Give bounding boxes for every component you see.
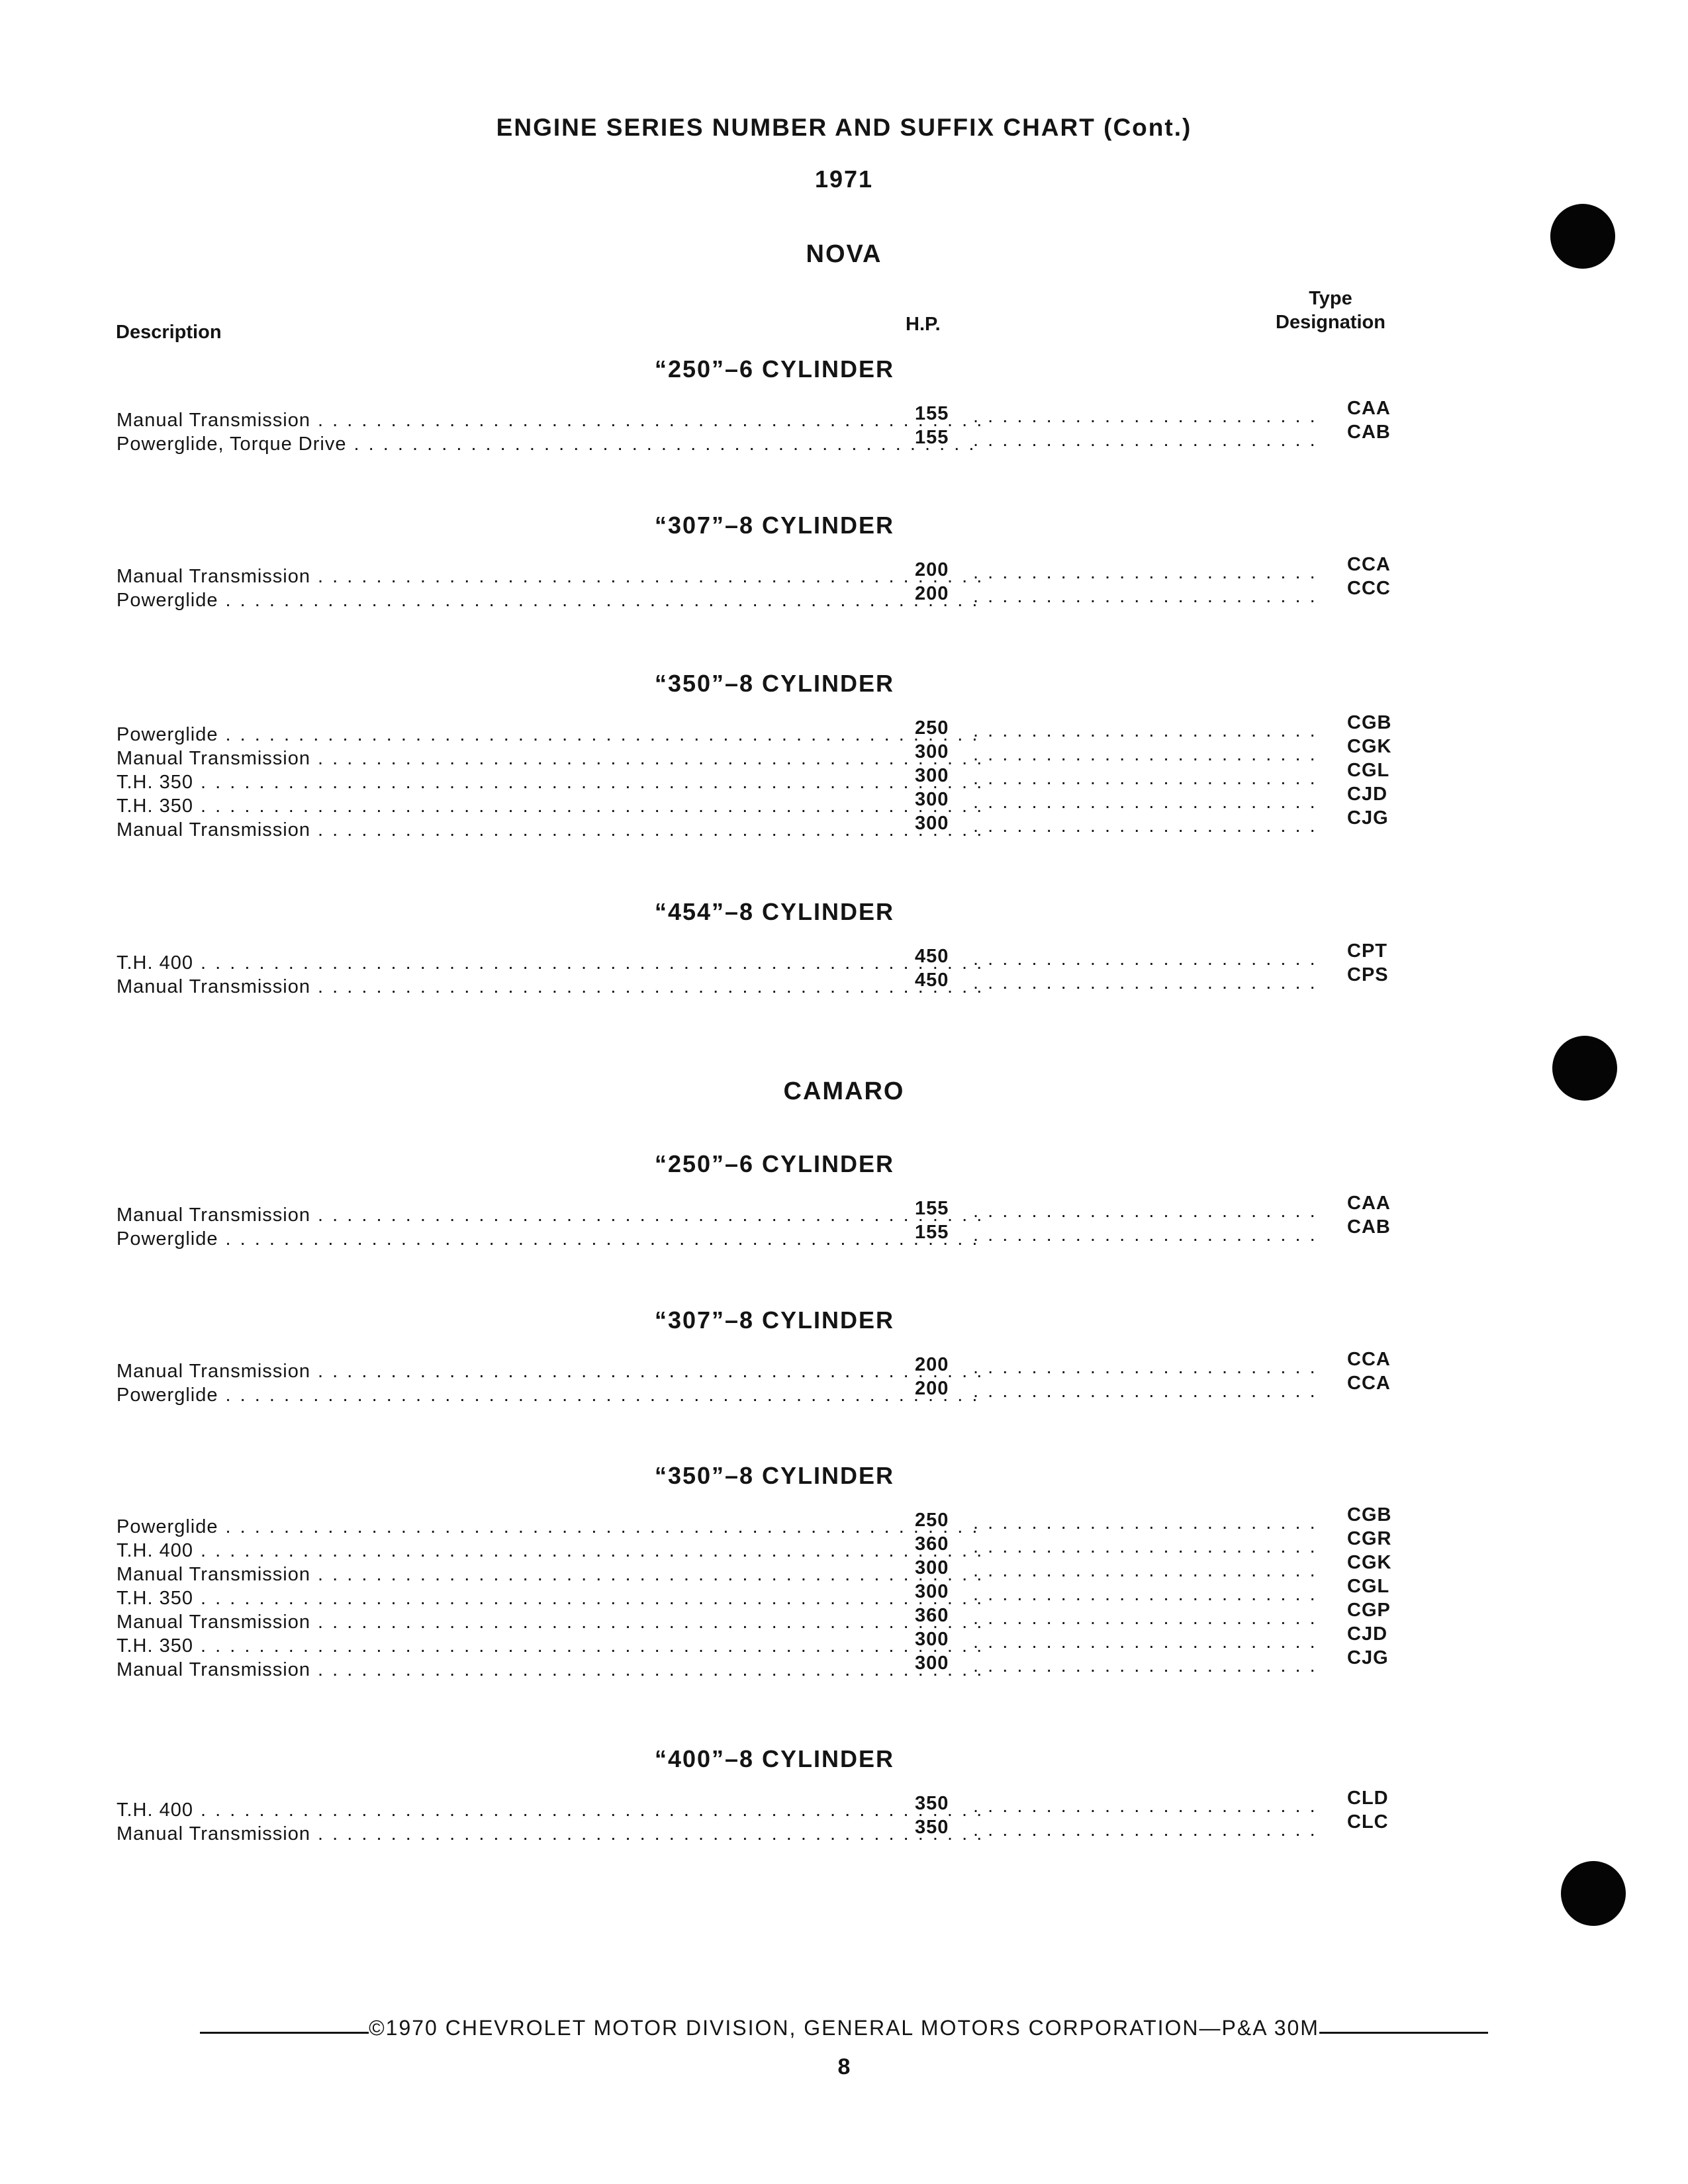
row-type-code: CLD <box>1347 1788 1389 1809</box>
row-type-code: CGL <box>1347 1576 1390 1597</box>
row-type-code: CGK <box>1347 736 1392 757</box>
row-type-code: CAB <box>1347 422 1391 443</box>
section-rows <box>113 1788 1436 1844</box>
row-description: Manual Transmission . . . <box>117 1203 984 1227</box>
row-type-code: CLC <box>1347 1811 1389 1833</box>
dot-leader <box>973 947 1317 971</box>
row-hp: 300 <box>915 765 949 786</box>
row-description: Manual Transmission . . . <box>117 1610 984 1634</box>
row-description: Manual Transmission . . . <box>117 565 984 588</box>
table-row <box>113 1600 1436 1633</box>
row-hp: 155 <box>915 427 949 448</box>
row-description: Manual Transmission . . . <box>117 1658 984 1682</box>
year-label: 1971 <box>814 165 874 193</box>
table-row <box>113 1528 1436 1561</box>
row-description: Powerglide . . . <box>117 723 984 747</box>
row-type-code: CAA <box>1347 1193 1391 1214</box>
row-type-code: CJG <box>1347 1647 1389 1668</box>
column-header-type-line1: Type <box>1309 288 1352 309</box>
row-hp: 300 <box>915 741 949 762</box>
row-type-code: CGL <box>1347 760 1390 781</box>
page-number: 8 <box>837 2054 851 2079</box>
section-title: “307”–8 CYLINDER <box>654 512 895 539</box>
table-row <box>113 1647 1436 1680</box>
table-row <box>113 554 1436 587</box>
row-hp: 250 <box>915 1510 949 1531</box>
section-rows <box>113 940 1436 997</box>
row-description: Powerglide, Torque Drive . . . <box>117 432 984 456</box>
column-header-type-designation <box>1271 287 1390 334</box>
dot-leader <box>973 1582 1317 1606</box>
row-type-code: CAA <box>1347 398 1391 419</box>
table-row <box>113 964 1436 997</box>
table-row <box>113 1576 1436 1609</box>
row-description: Manual Transmission . . . <box>117 1822 984 1846</box>
section-title: “307”–8 CYLINDER <box>654 1306 895 1334</box>
row-hp: 360 <box>915 1605 949 1626</box>
section-rows <box>113 1349 1436 1406</box>
row-hp: 300 <box>915 1629 949 1650</box>
row-hp: 200 <box>915 1354 949 1375</box>
dot-leader <box>973 1355 1317 1379</box>
table-row <box>113 578 1436 611</box>
nova-title: NOVA <box>806 240 882 268</box>
table-row <box>113 1193 1436 1226</box>
row-hp: 360 <box>915 1533 949 1555</box>
row-type-code: CPS <box>1347 964 1389 985</box>
row-description: T.H. 400 . . . <box>117 1798 984 1822</box>
column-header-description: Description <box>116 322 222 343</box>
column-header-type-line2: Designation <box>1276 312 1385 333</box>
row-type-code: CJG <box>1347 807 1389 829</box>
row-hp: 350 <box>915 1817 949 1838</box>
row-hp: 200 <box>915 1378 949 1399</box>
section-title: “400”–8 CYLINDER <box>654 1745 895 1772</box>
dot-leader <box>973 971 1317 995</box>
dot-leader <box>973 1535 1317 1559</box>
row-type-code: CCA <box>1347 554 1391 575</box>
row-hp: 300 <box>915 789 949 810</box>
column-header-hp: H.P. <box>906 314 941 335</box>
section-title: “250”–6 CYLINDER <box>654 355 895 383</box>
table-row <box>113 1373 1436 1406</box>
dot-leader <box>973 790 1317 814</box>
section-title: “350”–8 CYLINDER <box>654 670 895 697</box>
row-hp: 350 <box>915 1793 949 1814</box>
row-hp: 200 <box>915 559 949 580</box>
row-type-code: CGR <box>1347 1528 1392 1549</box>
row-description: T.H. 350 . . . <box>117 770 984 794</box>
row-description: Powerglide . . . <box>117 1515 984 1539</box>
table-row <box>113 736 1436 769</box>
row-hp: 300 <box>915 1581 949 1602</box>
dot-leader <box>973 428 1317 452</box>
row-hp: 450 <box>915 970 949 991</box>
binder-hole <box>1552 1036 1617 1101</box>
section-rows <box>113 398 1436 455</box>
row-type-code: CJD <box>1347 784 1388 805</box>
table-row <box>113 1623 1436 1657</box>
row-description: Powerglide . . . <box>117 588 984 612</box>
row-hp: 155 <box>915 403 949 424</box>
dot-leader <box>973 1654 1317 1678</box>
row-type-code: CGB <box>1347 1504 1392 1525</box>
dot-leader <box>973 719 1317 743</box>
footer-rule-right <box>1319 2032 1488 2034</box>
table-row <box>113 1552 1436 1585</box>
row-type-code: CCA <box>1347 1349 1391 1370</box>
footer <box>0 2016 1688 2040</box>
row-hp: 200 <box>915 583 949 604</box>
row-hp: 155 <box>915 1222 949 1243</box>
row-type-code: CGP <box>1347 1600 1391 1621</box>
section-title: “350”–8 CYLINDER <box>654 1462 895 1489</box>
dot-leader <box>973 1630 1317 1654</box>
row-hp: 300 <box>915 813 949 834</box>
dot-leader <box>973 1379 1317 1403</box>
row-hp: 250 <box>915 717 949 739</box>
table-row <box>113 712 1436 745</box>
row-type-code: CCA <box>1347 1373 1391 1394</box>
row-type-code: CGB <box>1347 712 1392 733</box>
row-type-code: CJD <box>1347 1623 1388 1645</box>
dot-leader <box>973 743 1317 766</box>
dot-leader <box>973 1606 1317 1630</box>
table-row <box>113 398 1436 431</box>
section-rows <box>113 1193 1436 1250</box>
dot-leader <box>973 814 1317 838</box>
dot-leader <box>973 1511 1317 1535</box>
row-type-code: CAB <box>1347 1216 1391 1238</box>
table-row <box>113 940 1436 974</box>
table-row <box>113 422 1436 455</box>
dot-leader <box>973 561 1317 584</box>
row-type-code: CCC <box>1347 578 1391 599</box>
dot-leader <box>973 584 1317 608</box>
table-row <box>113 1349 1436 1382</box>
row-description: Manual Transmission . . . <box>117 818 984 842</box>
section-rows <box>113 1504 1436 1680</box>
table-row <box>113 1504 1436 1537</box>
dot-leader <box>973 1794 1317 1818</box>
binder-hole <box>1550 204 1615 269</box>
section-title: “454”–8 CYLINDER <box>654 898 895 925</box>
row-description: T.H. 350 . . . <box>117 794 984 818</box>
footer-rule-left <box>200 2032 369 2034</box>
section-title: “250”–6 CYLINDER <box>654 1150 895 1177</box>
table-row <box>113 1811 1436 1844</box>
row-description: T.H. 400 . . . <box>117 951 984 975</box>
row-description: Powerglide . . . <box>117 1227 984 1251</box>
row-description: Manual Transmission . . . <box>117 408 984 432</box>
row-hp: 450 <box>915 946 949 967</box>
copyright-notice: ©1970 CHEVROLET MOTOR DIVISION, GENERAL MOTORS CORPORATION—P&A 30M <box>369 2016 1319 2040</box>
row-description: T.H. 400 . . . <box>117 1539 984 1563</box>
camaro-title: CAMARO <box>783 1077 905 1105</box>
row-description: Powerglide . . . <box>117 1383 984 1407</box>
table-row <box>113 1788 1436 1821</box>
dot-leader <box>973 766 1317 790</box>
table-row <box>113 760 1436 793</box>
row-type-code: CGK <box>1347 1552 1392 1573</box>
dot-leader <box>973 1223 1317 1247</box>
dot-leader <box>973 1559 1317 1582</box>
row-description: T.H. 350 . . . <box>117 1634 984 1658</box>
row-hp: 155 <box>915 1198 949 1219</box>
table-row <box>113 1216 1436 1250</box>
row-description: T.H. 350 . . . <box>117 1586 984 1610</box>
dot-leader <box>973 404 1317 428</box>
page-title: ENGINE SERIES NUMBER AND SUFFIX CHART (Cont.) <box>496 114 1192 141</box>
row-description: Manual Transmission . . . <box>117 747 984 770</box>
row-description: Manual Transmission . . . <box>117 1359 984 1383</box>
row-hp: 300 <box>915 1557 949 1578</box>
row-description: Manual Transmission . . . <box>117 975 984 999</box>
dot-leader <box>973 1818 1317 1842</box>
section-rows <box>113 554 1436 611</box>
row-description: Manual Transmission . . . <box>117 1563 984 1586</box>
row-hp: 300 <box>915 1653 949 1674</box>
dot-leader <box>973 1199 1317 1223</box>
table-row <box>113 807 1436 841</box>
row-type-code: CPT <box>1347 940 1387 962</box>
binder-hole <box>1561 1861 1626 1926</box>
section-rows <box>113 712 1436 841</box>
table-row <box>113 784 1436 817</box>
